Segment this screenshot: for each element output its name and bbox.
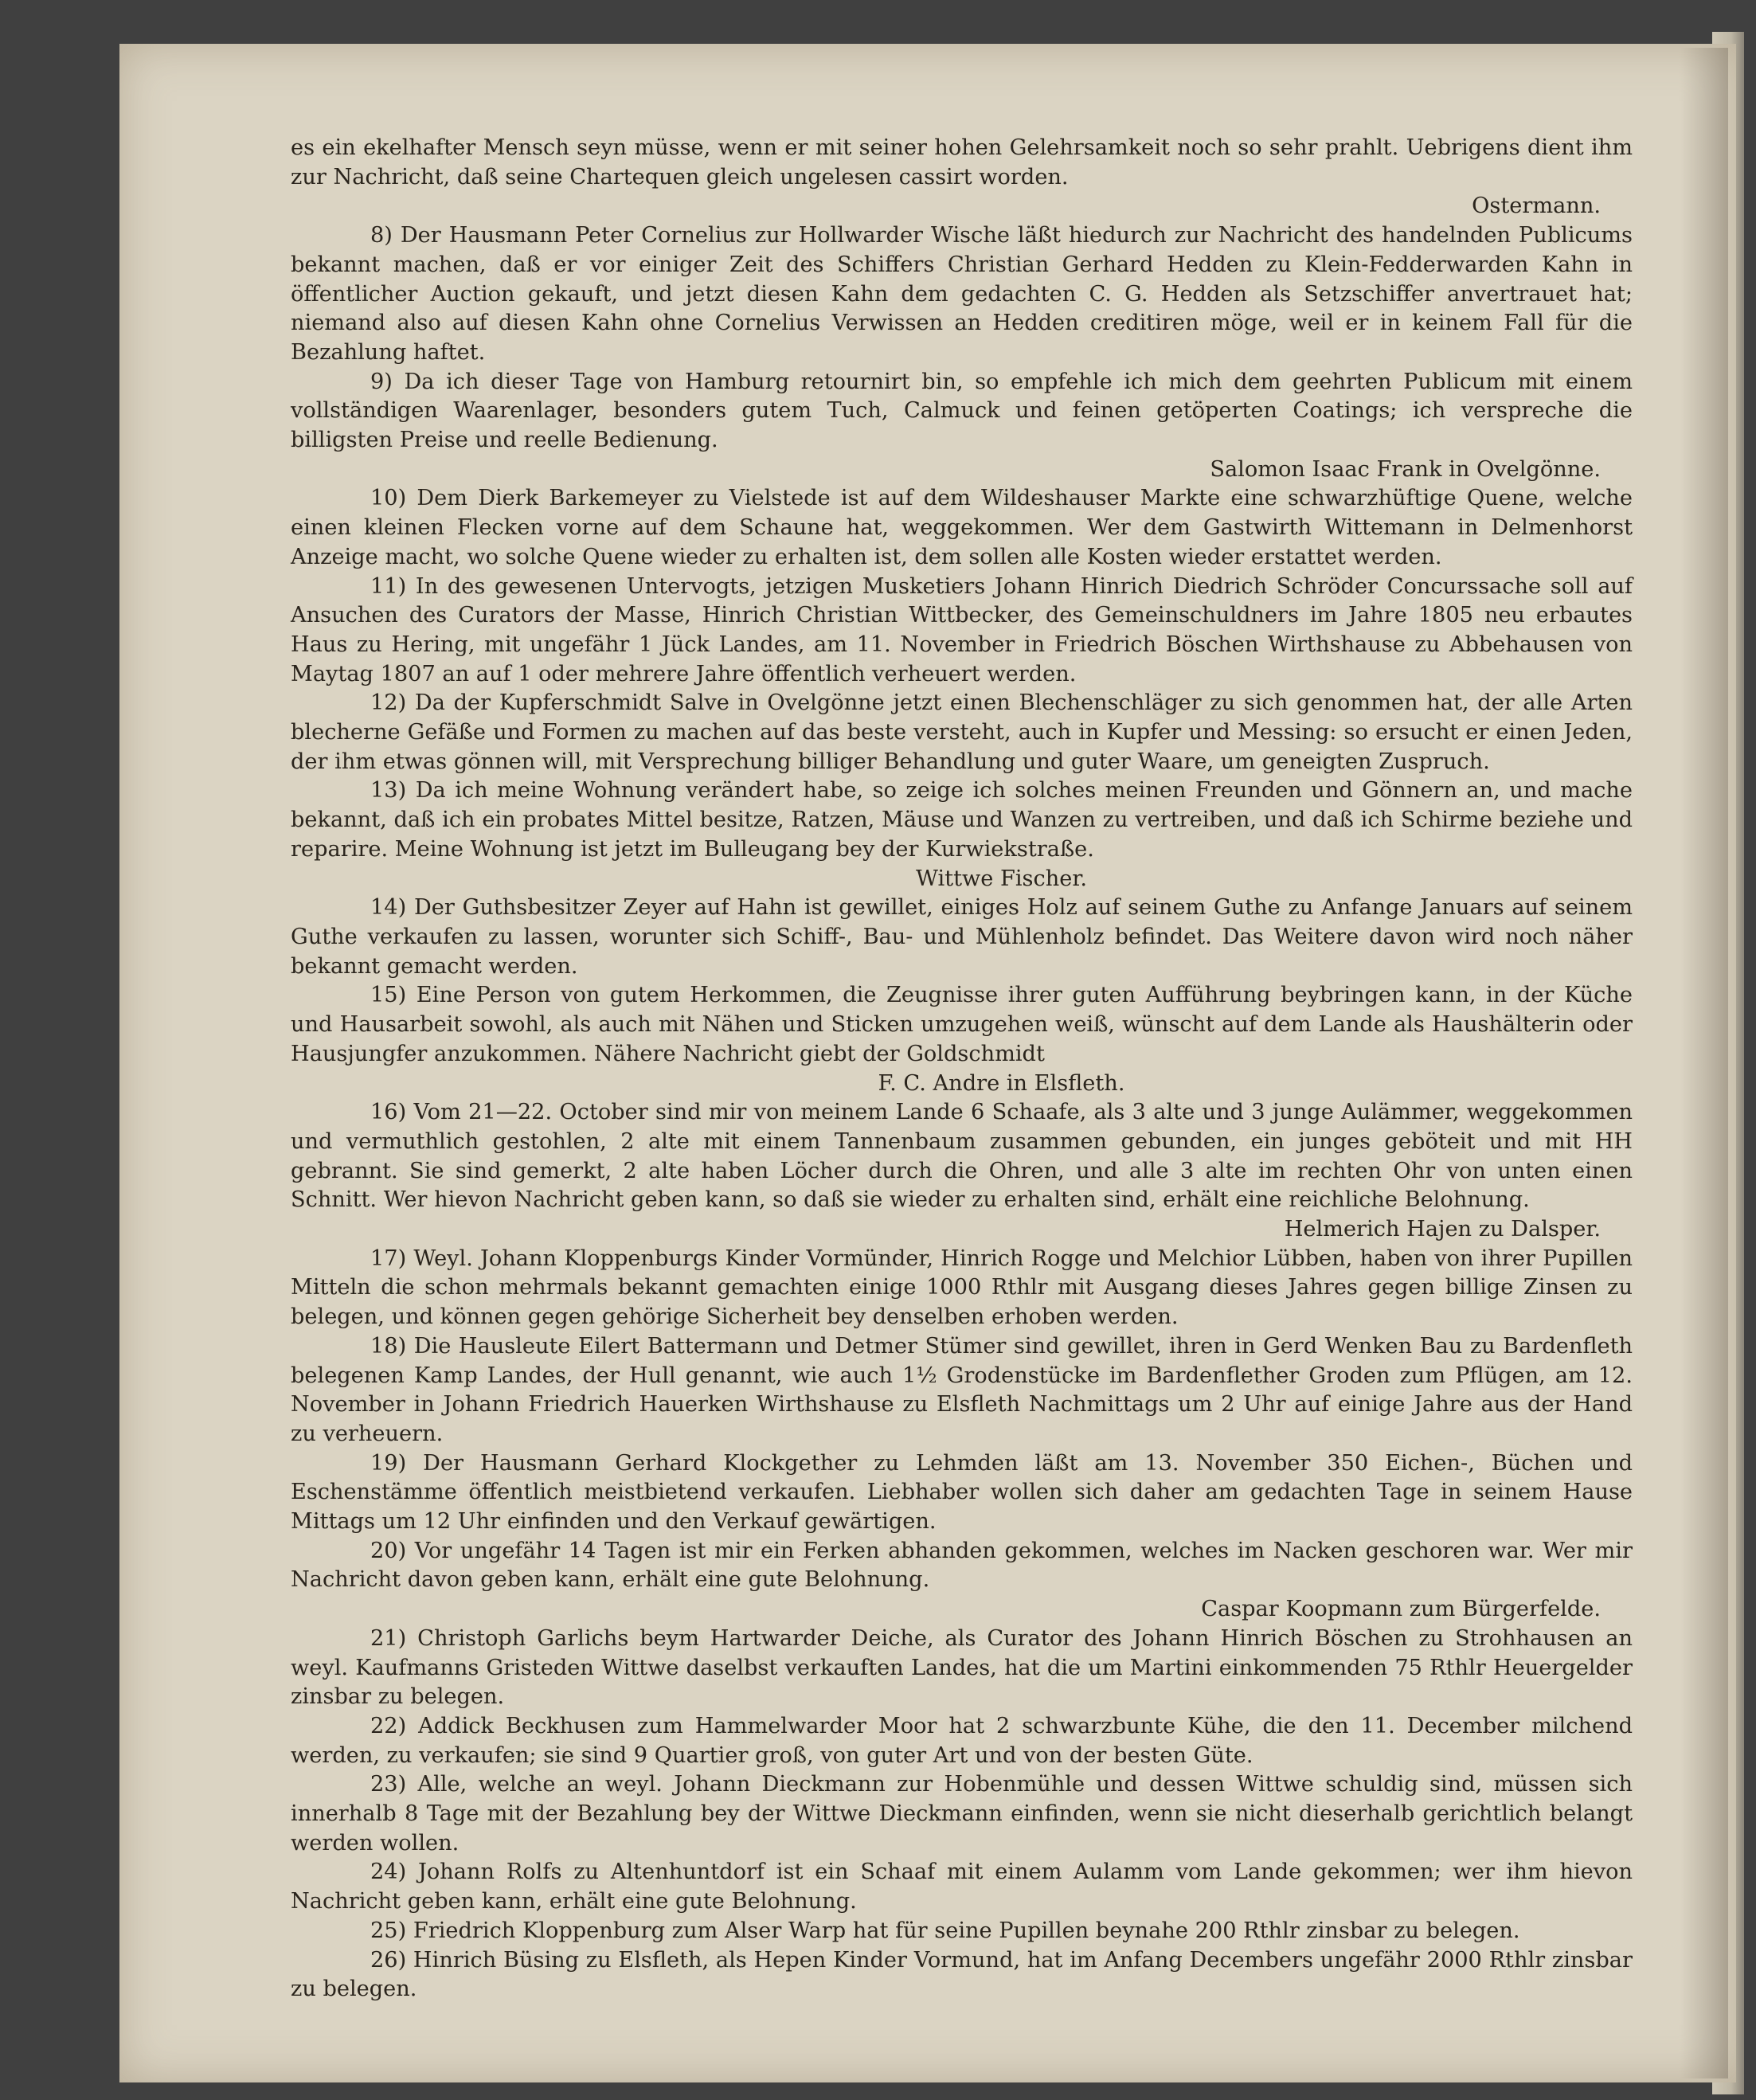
notice-12: 12) Da der Kupferschmidt Salve in Ovelgönne jetzt einen Blechenschläger zu sich genommen hat, der alle Arten blecherne Gefäße und Formen zu machen auf das beste versteht, auch in Kupfer und Messing: so ersucht er einen Jeden, der ihm etwas gönnen will, mit Versprechung billiger Behandlung und guter Waare, um geneigten Zuspruch. <box>291 690 1633 774</box>
notice-26: 26) Hinrich Büsing zu Elsfleth, als Hepen Kinder Vormund, hat im Anfang Decembers ungefähr 2000 Rthlr zinsbar zu belegen. <box>291 1947 1633 2002</box>
notice-19: 19) Der Hausmann Gerhard Klockgether zu Lehmden läßt am 13. November 350 Eichen-, Büchen und Eschenstämme öffentlich meistbietend verkaufen. Liebhaber wollen sich daher am gedachten Tage in seinem Hause Mittags um 12 Uhr einfinden und den Verkauf gewärtigen. <box>291 1450 1633 1535</box>
notice-16: 16) Vom 21—22. October sind mir von meinem Lande 6 Schaafe, als 3 alte und 3 junge Aulämmer, weggekommen und vermuthlich gestohlen, 2 alte mit einem Tannenbaum zusammen gebunden, ein junges geböteit und mit HH gebrannt. Sie sind gemerkt, 2 alte haben Löcher durch die Ohren, und alle 3 alte im rechten Ohr von unten einen Schnitt. Wer hievon Nachricht geben kann, so daß sie wieder zu erhalten sind, erhält eine reichliche Belohnung. Helmerich Hajen zu Dalsper. <box>291 1098 1633 1245</box>
notice-23: 23) Alle, welche an weyl. Johann Dieckmann zur Hobenmühle und dessen Wittwe schuldig sind, müssen sich innerhalb 8 Tage mit der Bezahlung bey der Wittwe Dieckmann einfinden, wenn sie nicht dieserhalb gerichtlich belangt werden wollen. <box>291 1772 1633 1856</box>
notice-15: 15) Eine Person von gutem Herkommen, die Zeugnisse ihrer guten Aufführung beybringen kann, in der Küche und Hausarbeit sowohl, als auch mit Nähen und Sticken umzugehen weiß, wünscht auf dem Lande als Haushälterin oder Hausjungfer anzukommen. Nähere Nachricht giebt der Goldschmidt F. C. Andre in Elsfleth. <box>291 981 1633 1098</box>
signature: Caspar Koopmann zum Bürgerfelde. <box>1201 1597 1601 1622</box>
notice-20: 20) Vor ungefähr 14 Tagen ist mir ein Ferken abhanden gekommen, welches im Nacken geschoren war. Wer mir Nachricht davon geben kann, erhält eine gute Belohnung. Caspar Koopmann zum Bürgerfelde. <box>291 1537 1633 1625</box>
signature: Salomon Isaac Frank in Ovelgönne. <box>1210 456 1601 482</box>
notice-24: 24) Johann Rolfs zu Altenhuntdorf ist ein Schaaf mit einem Aulamm vom Lande gekommen; wer ihm hievon Nachricht geben kann, erhält eine gute Belohnung. <box>291 1859 1633 1914</box>
notice-10: 10) Dem Dierk Barkemeyer zu Vielstede ist auf dem Wildeshauser Markte eine schwarzhüftige Quene, welche einen kleinen Flecken vorne auf dem Schaune hat, weggekommen. Wer dem Gastwirth Wittemann in Delmenhorst Anzeige macht, wo solche Quene wieder zu erhalten ist, dem sollen alle Kosten wieder erstattet werden. <box>291 486 1633 569</box>
notice-18: 18) Die Hausleute Eilert Battermann und Detmer Stümer sind gewillet, ihren in Gerd Wenken Bau zu Bardenfleth belegenen Kamp Landes, der Hull genannt, wie auch 1½ Grodenstücke im Bardenflether Groden zum Pflügen, am 12. November in Johann Friedrich Hauerken Wirthshause zu Elsfleth Nachmittags um 2 Uhr auf einige Jahre aus der Hand zu verheuern. <box>291 1333 1633 1446</box>
signature: Ostermann. <box>1472 194 1601 219</box>
notice-25: 25) Friedrich Kloppenburg zum Alser Warp hat für seine Pupillen beynahe 200 Rthlr zinsbar zu belegen. <box>370 1918 1520 1943</box>
signature: Helmerich Hajen zu Dalsper. <box>1284 1217 1601 1242</box>
notice-14: 14) Der Guthsbesitzer Zeyer auf Hahn ist gewillet, einiges Holz auf seinem Guthe zu Anfange Januars auf seinem Guthe verkaufen zu lassen, worunter sich Schiff-, Bau- und Mühlenholz befindet. Das Weitere davon wird noch näher bekannt gemacht werden. <box>291 895 1633 979</box>
notice-11: 11) In des gewesenen Untervogts, jetzigen Musketiers Johann Hinrich Diedrich Schröder Concurssache soll auf Ansuchen des Curators der Masse, Hinrich Christian Wittbecker, des Gemeinschuldners im Jahre 1805 neu erbautes Haus zu Hering, mit ungefähr 1 Jück Landes, am 11. November in Friedrich Böschen Wirthshause zu Abbehausen von Maytag 1807 an auf 1 oder mehrere Jahre öffentlich verheuert werden. <box>291 573 1633 686</box>
notice-9: 9) Da ich dieser Tage von Hamburg retournirt bin, so empfehle ich mich dem geehrten Publicum mit einem vollständigen Waarenlager, besonders gutem Tuch, Calmuck und feinen getöperten Coatings; ich verspreche die billigsten Preise und reelle Bedienung. Salomon Isaac Frank in Ovelgönne. <box>291 368 1633 485</box>
document-text <box>291 134 1633 2004</box>
spine-shadow <box>1680 48 1728 2078</box>
notice-13: 13) Da ich meine Wohnung verändert habe, so zeige ich solches meinen Freunden und Gönnern an, und mache bekannt, daß ich ein probates Mittel besitze, Ratzen, Mäuse und Wanzen zu vertreiben, und daß ich Schirme beziehe und reparire. Meine Wohnung ist jetzt im Bulleugang bey der Kurwiekstraße. Wittwe Fischer. <box>291 776 1633 894</box>
signature: Wittwe Fischer. <box>915 866 1087 891</box>
notice-21: 21) Christoph Garlichs beym Hartwarder Deiche, als Curator des Johann Hinrich Böschen zu Strohhausen an weyl. Kaufmanns Gristeden Wittwe daselbst verkauften Landes, hat die um Martini einkommenden 75 Rthlr Heuergelder zinsbar zu belegen. <box>291 1625 1633 1710</box>
paragraph-continuation: es ein ekelhafter Mensch seyn müsse, wenn er mit seiner hohen Gelehrsamkeit noch so sehr prahlt. Uebrigens dient ihm zur Nachricht, daß seine Chartequen gleich ungelesen cassirt worden. Ostermann. <box>291 134 1633 221</box>
signature: F. C. Andre in Elsfleth. <box>878 1070 1125 1096</box>
notice-17: 17) Weyl. Johann Kloppenburgs Kinder Vormünder, Hinrich Rogge und Melchior Lübben, haben von ihrer Pupillen Mitteln die schon mehrmals bekannt gemachten einige 1000 Rthlr mit Ausgang dieses Jahres gegen billige Zinsen zu belegen, und können gegen gehörige Sicherheit bey denselben erhoben werden. <box>291 1246 1633 1330</box>
notice-22: 22) Addick Beckhusen zum Hammelwarder Moor hat 2 schwarzbunte Kühe, die den 11. December milchend werden, zu verkaufen; sie sind 9 Quartier groß, von guter Art und von der besten Güte. <box>291 1713 1633 1768</box>
notice-8: 8) Der Hausmann Peter Cornelius zur Hollwarder Wische läßt hiedurch zur Nachricht des handelnden Publicums bekannt machen, daß er vor einiger Zeit des Schiffers Christian Gerhard Hedden zu Klein-Fedderwarden Kahn in öffentlicher Auction gekauft, und jetzt diesen Kahn dem gedachten C. G. Hedden als Setzschiffer anvertrauet hat; niemand also auf diesen Kahn ohne Cornelius Verwissen an Hedden creditiren möge, weil er in keinem Fall für die Bezahlung haftet. <box>291 223 1633 365</box>
